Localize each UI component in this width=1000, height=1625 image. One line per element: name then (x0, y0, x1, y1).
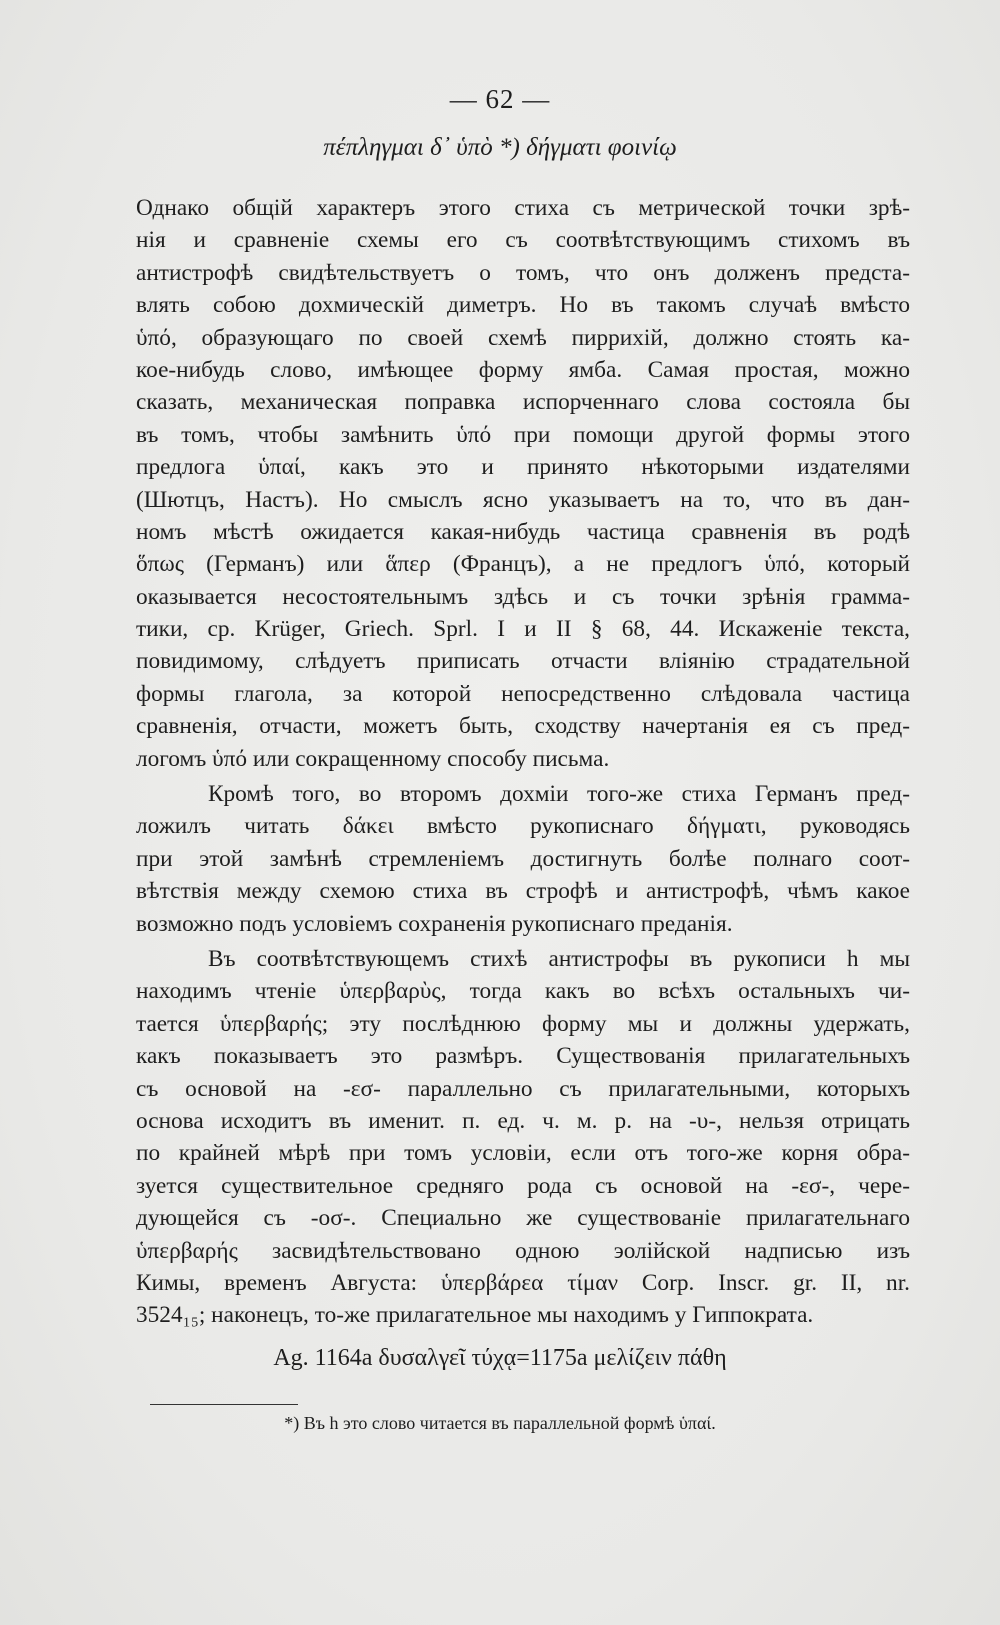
text-line: сравненія, отчасти, можетъ быть, сходству начертанія ея съ пред- (136, 713, 910, 740)
text-line: Кимы, временъ Августа: ὑπερβάρεα τίμαν Corp. Inscr. gr. II, nr. (136, 1269, 910, 1296)
text-line: въ томъ, чтобы замѣнить ὑπό при помощи другой формы этого (136, 421, 910, 448)
text-line: кое-нибудь слово, имѣющее форму ямба. Самая простая, можно (136, 356, 910, 383)
text-line: антистрофѣ свидѣтельствуетъ о томъ, что онъ долженъ предста- (136, 259, 910, 286)
text-line: зуется существительное средняго рода съ основой на -εσ-, чере- (136, 1172, 910, 1199)
text-line: вѣтствія между схемою стиха въ строфѣ и антистрофѣ, чѣмъ какое (136, 878, 910, 905)
text-line: по крайней мѣрѣ при томъ условіи, если отъ того-же корня обра- (136, 1140, 910, 1167)
text-line: сказать, механическая поправка испорченнаго слова состояла бы (136, 389, 910, 416)
text-line: нія и сравненіе схемы его съ соотвѣтствующимъ стихомъ въ (136, 227, 910, 254)
text-line: (Шютцъ, Настъ). Но смыслъ ясно указываетъ на то, что въ дан- (136, 486, 910, 513)
text-line: съ основой на -εσ- параллельно съ прилагательными, которыхъ (136, 1075, 910, 1102)
text-line: ὑπό, образующаго по своей схемѣ пиррихій, должно стоять ка- (136, 324, 910, 351)
text-line: возможно подъ условіемъ сохраненія рукописнаго преданія. (136, 910, 733, 937)
text-line: ложилъ читать δάκει вмѣсто рукописнаго δήγματι, руководясь (136, 813, 910, 840)
text-line: ὅπως (Германъ) или ἅπερ (Францъ), а не предлогъ ὑπό, который (136, 551, 910, 578)
text-line: Кромѣ того, во второмъ дохміи того-же стиха Германъ пред- (208, 781, 910, 808)
text-line: ὑπερβαρής засвидѣтельствовано одною эолійской надписью изъ (136, 1237, 910, 1264)
paragraph (136, 778, 910, 940)
text-line: какъ показываетъ это размѣръ. Существованія прилагательныхъ (136, 1043, 910, 1070)
text-line: тики, ср. Krüger, Griech. Sprl. I и II § 68, 44. Искаженіе текста, (136, 616, 910, 643)
footnote: *) Въ h это слово читается въ параллельной формѣ ὑπαί. (284, 1413, 716, 1433)
body-text (136, 192, 910, 1335)
paragraph (136, 943, 910, 1332)
text-line: дующейся съ -οσ-. Специально же существованіе прилагательнаго (136, 1205, 910, 1232)
text-line: повидимому, слѣдуетъ приписать отчасти вліянію страдательной (136, 648, 910, 675)
text-line: Въ соотвѣтствующемъ стихѣ антистрофы въ рукописи h мы (208, 945, 910, 972)
text-line: тается ὑπερβαρής; эту послѣднюю форму мы и должны удержать, (136, 1010, 910, 1037)
text-line: логомъ ὑπό или сокращенному способу письма. (136, 745, 610, 772)
text-line: основа исходитъ въ именит. п. ед. ч. м. р. на -υ-, нельзя отрицать (136, 1107, 910, 1134)
text-line: 3524₁₅; наконецъ, то-же прилагательное мы находимъ у Гиппократа. (136, 1302, 814, 1329)
verse-correspondence: Ag. 1164a δυσαλγεῖ τύχᾳ=1175a μελίζειν πάθη (273, 1345, 727, 1371)
text-line: влять собою дохмическій диметръ. Но въ такомъ случаѣ вмѣсто (136, 292, 910, 319)
text-line: при этой замѣнѣ стремленіемъ достигнуть болѣе полнаго соот- (136, 845, 910, 872)
text-line: формы глагола, за которой непосредственно слѣдовала частица (136, 680, 910, 707)
text-line: оказывается несостоятельнымъ здѣсь и съ точки зрѣнія грамма- (136, 583, 910, 610)
paragraph (136, 192, 910, 775)
verse-headline: πέπληγμαι δ᾽ ὑπὸ *) δήγματι φοινίῳ (323, 134, 677, 161)
text-line: Однако общій характеръ этого стиха съ метрической точки зрѣ- (136, 195, 910, 221)
text-line: находимъ чтеніе ὑπερβαρὺς, тогда какъ во всѣхъ остальныхъ чи- (136, 978, 910, 1005)
text-line: предлога ὑπαί, какъ это и принято нѣкоторыми издателями (136, 454, 910, 481)
text-line: номъ мѣстѣ ожидается какая-нибудь частица сравненія въ родѣ (136, 518, 910, 545)
footnote-divider (150, 1404, 298, 1405)
page-number: — 62 — (449, 84, 551, 114)
